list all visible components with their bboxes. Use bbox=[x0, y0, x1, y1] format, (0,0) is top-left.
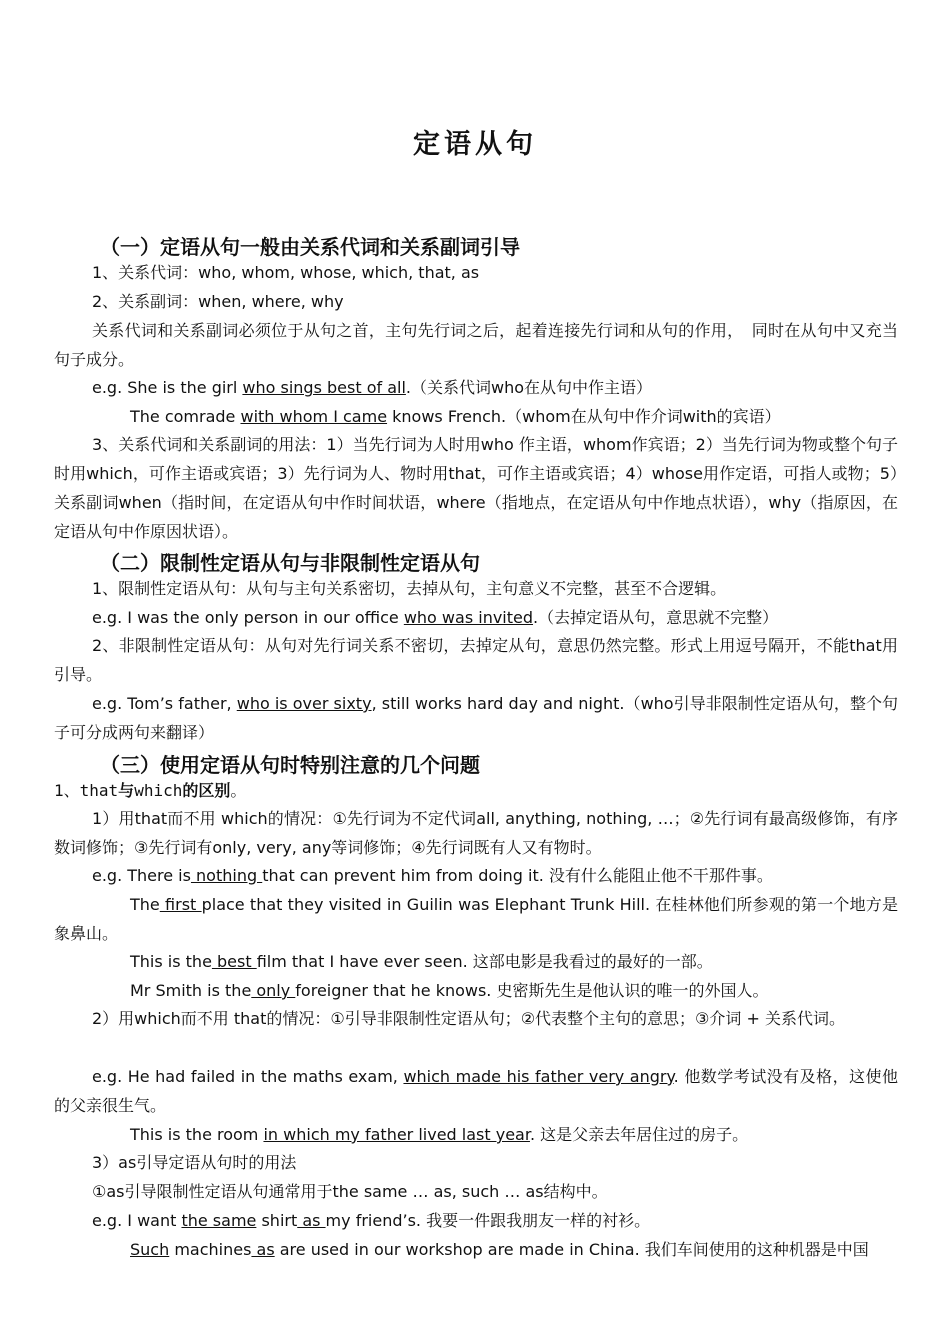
section-heading-1: （一）定语从句一般由关系代词和关系副词引导 bbox=[100, 235, 520, 259]
example-line: This is the room in which my father lived last year. 这是父亲去年居住过的房子。 bbox=[130, 1125, 749, 1144]
example-line: This is the best film that I have ever seen. 这部电影是我看过的最好的一部。 bbox=[130, 952, 713, 971]
section-heading-2: （二）限制性定语从句与非限制性定语从句 bbox=[100, 551, 480, 575]
paragraph-relative-words: 关系代词和关系副词必须位于从句之首，主句先行词之后，起着连接先行词和从句的作用， 同时在从句中又充当句子成分。 bbox=[54, 321, 898, 369]
paragraph-usage: 3、关系代词和关系副词的用法：1）当先行词为人时用who 作主语，whom作宾语；2）当先行词为物或整个句子时用which，可作主语或宾语；3）先行词为人、物时用that，可作主语或宾语；4）whose用作定语，可指人或物；5）关系副词when（指时间，在定语从句中作时间状语，where（指地点，在定语从句中作地点状语），why（指原因，在定语从句中作原因状语）。 bbox=[54, 435, 898, 541]
relative-pronouns-line: 1、关系代词：who, whom, whose, which, that, as bbox=[92, 263, 480, 282]
restrictive-clause-line: 1、限制性定语从句：从句与主句关系密切，去掉从句，主句意义不完整，甚至不合逻辑。 bbox=[92, 579, 727, 598]
as-restrictive-line: ①as引导限制性定语从句通常用于the same … as, such … as结构中。 bbox=[92, 1182, 608, 1201]
section-heading-3: （三）使用定语从句时特别注意的几个问题 bbox=[100, 753, 480, 777]
paragraph-use-that: 1）用that而不用 which的情况：①先行词为不定代词all, anything, nothing, …；②先行词有最高级修饰，有序数词修饰；③先行词有only, very, any等词修饰；④先行词既有人又有物时。 bbox=[54, 809, 898, 857]
page-title: 定语从句 bbox=[413, 129, 537, 160]
example-line: Mr Smith is the only foreigner that he knows. 史密斯先生是他认识的唯一的外国人。 bbox=[130, 981, 769, 1000]
paragraph-use-which: 2）用which而不用 that的情况：①引导非限制性定语从句；②代表整个主句的意思；③介词 + 关系代词。 bbox=[92, 1009, 845, 1028]
paragraph-nonrestrictive: 2、非限制性定语从句：从句对先行词关系不密切，去掉定从句，意思仍然完整。形式上用逗号隔开，不能that用引导。 bbox=[54, 636, 898, 684]
example-line: e.g. She is the girl who sings best of all.（关系代词who在从句中作主语） bbox=[92, 378, 653, 397]
example-line: e.g. I was the only person in our office who was invited.（去掉定语从句，意思就不完整） bbox=[92, 608, 779, 627]
example-paragraph: e.g. He had failed in the maths exam, which made his father very angry. 他数学考试没有及格，这使他的父亲很生气。 bbox=[54, 1067, 898, 1115]
as-usage-line: 3）as引导定语从句时的用法 bbox=[92, 1153, 297, 1172]
example-line: Such machines as are used in our workshop are made in China. 我们车间使用的这种机器是中国 bbox=[130, 1240, 869, 1259]
example-line: e.g. I want the same shirt as my friend’s. 我要一件跟我朋友一样的衬衫。 bbox=[92, 1211, 651, 1230]
example-line: The comrade with whom I came knows French.（whom在从句中作介词with的宾语） bbox=[130, 407, 781, 426]
example-line: e.g. There is nothing that can prevent him from doing it. 没有什么能阻止他不干那件事。 bbox=[92, 866, 773, 885]
subheading-that-which: 1、that与which的区别。 bbox=[54, 781, 247, 800]
relative-adverbs-line: 2、关系副词：when, where, why bbox=[92, 292, 344, 311]
example-paragraph: The first place that they visited in Guilin was Elephant Trunk Hill. 在桂林他们所参观的第一个地方是象鼻山。 bbox=[54, 895, 899, 943]
example-paragraph: e.g. Tom’s father, who is over sixty, still works hard day and night.（who引导非限制性定语从句，整个句子可分成两句来翻译） bbox=[54, 694, 899, 742]
